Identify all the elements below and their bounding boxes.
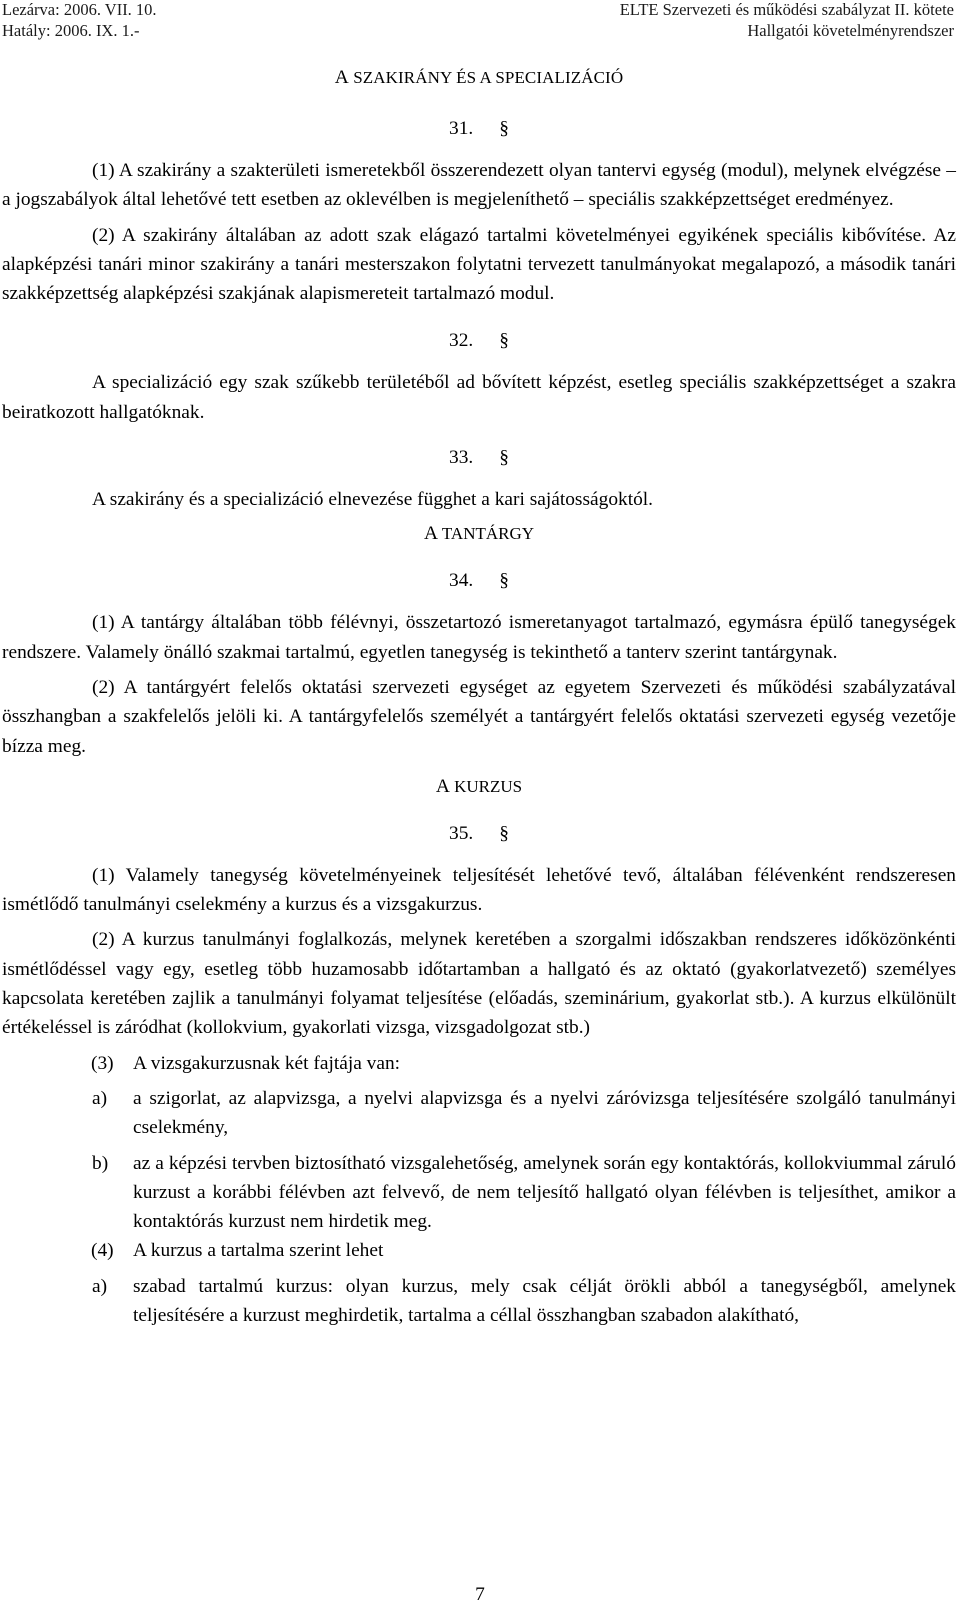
list-item-text: a szigorlat, az alapvizsga, a nyelvi alapvizsga és a nyelvi záróvizsga teljesítésére szolgáló tanulmányi cselekmény,	[133, 1087, 956, 1139]
list-item-marker: a)	[92, 1275, 108, 1297]
header-effective-date: Hatály: 2006. IX. 1.-	[2, 21, 140, 40]
section-heading-35	[2, 807, 956, 861]
paragraph-31-2: (2) A szakirány általában az adott szak elágazó tartalmi követelményei egyikének speciális kibővítése. Az alapképzési tanári minor szakirány a tanári mesterszakon folytatni tervezett tanulmányokat megalapozó, a második tanári szakképzettség alapképzési szakjának alapismereteit tartalmazó modul.	[2, 224, 956, 305]
header-left	[2, 0, 157, 42]
section-number: 33.	[449, 447, 474, 469]
section-sign: §	[499, 570, 509, 592]
page-number: 7	[475, 1584, 485, 1605]
list-item	[2, 1272, 956, 1331]
paragraph-34-1: (1) A tantárgy általában több félévnyi, összetartozó ismeretanyagot tartalmazó, egymásra épülő tanegységek rendszere. Valamely önálló szakmai tartalmú, egyetlen tanegység is tekinthető a tanterv szerint tantárgynak.	[2, 612, 956, 663]
section-heading-34	[2, 554, 956, 608]
header-closed-date: Lezárva: 2006. VII. 10.	[2, 0, 157, 19]
paragraph-text: A vizsgakurzusnak két fajtája van:	[133, 1052, 401, 1074]
header-document-title: ELTE Szervezeti és működési szabályzat II. kötete	[619, 0, 954, 19]
section-heading-32	[2, 314, 956, 368]
section-heading-33	[2, 431, 956, 485]
list-item-text: az a képzési tervben biztosítható vizsgalehetőség, amelynek során egy kontaktórás, kollokviummal záruló kurzust a korábbi félévben azt felvevő, de nem teljesítő hallgató olyan félévben is teljesíthet, amikor a kontaktórás kurzust nem hirdetik meg.	[133, 1152, 956, 1233]
list-item-marker: a)	[92, 1087, 108, 1109]
paragraph-34-2: (2) A tantárgyért felelős oktatási szervezeti egységet az egyetem Szervezeti és működési szabályzatával összhangban a szakfelelős jelöli ki. A tantárgyfelelős személyét a tantárgyért felelős oktatási szervezeti egység vezetője bízza meg.	[2, 676, 956, 757]
paragraph-33: A szakirány és a specializáció elnevezése függhet a kari sajátosságoktól.	[92, 489, 654, 511]
chapter-title: A SZAKIRÁNY ÉS A SPECIALIZÁCIÓ	[334, 67, 624, 88]
section-number: 34.	[449, 570, 474, 592]
section-sign: §	[499, 447, 509, 469]
list-item	[2, 1084, 956, 1143]
list-item-marker: b)	[92, 1152, 109, 1174]
list-item	[2, 1149, 956, 1237]
section-heading-31	[2, 102, 956, 156]
subheading-tantargy: A TANTÁRGY	[423, 523, 535, 545]
section-sign: §	[499, 822, 509, 844]
list-item-text: szabad tartalmú kurzus: olyan kurzus, mely csak célját örökli abból a tanegységből, amelynek teljesítésére a kurzust meghirdetik, tartalma a céllal összhangban szabadon alakítható,	[133, 1275, 956, 1327]
document-body	[2, 54, 956, 1330]
section-sign: §	[499, 330, 509, 352]
paragraph-35-3	[2, 1049, 956, 1078]
paragraph-35-4	[2, 1236, 956, 1265]
paragraph-marker: (4)	[91, 1240, 114, 1262]
paragraph-35-2: (2) A kurzus tanulmányi foglalkozás, melynek keretében a szorgalmi időszakban rendszeres időközönkénti ismétlődéssel vagy egy, esetleg több huzamosabb időtartamban a hallgató és az oktató (gyakorlatvezető) személyes kapcsolata keretében zajlik a tanulmányi folyamat teljesítése (előadás, szeminárium, gyakorlat stb.). A kurzus elkülönült értékeléssel is záródhat (kollokvium, gyakorlati vizsga, vizsgadolgozat stb.)	[2, 929, 956, 1039]
paragraph-31-1: (1) A szakirány a szakterületi ismeretekből összerendezett olyan tantervi egység (modul), melynek elvégzése – a jogszabályok által lehetővé tett esetben az oklevélben is megjeleníthető – speciális szakképzettséget eredményez.	[2, 160, 956, 211]
header-document-subtitle: Hallgatói követelményrendszer	[747, 21, 954, 40]
section-sign: §	[499, 118, 509, 139]
section-number: 32.	[449, 330, 474, 352]
paragraph-32: A specializáció egy szak szűkebb területéből ad bővített képzést, esetleg speciális szakképzettséget a szakra beiratkozott hallgatóknak.	[2, 372, 956, 423]
subheading-kurzus: A KURZUS	[435, 775, 523, 797]
section-number: 35.	[449, 822, 474, 844]
header-right	[620, 0, 954, 42]
paragraph-text: A kurzus a tartalma szerint lehet	[133, 1240, 384, 1262]
paragraph-35-1: (1) Valamely tanegység követelményeinek teljesítését lehetővé tevő, általában félévenként rendszeresen ismétlődő tanulmányi cselekmény a kurzus és a vizsgakurzus.	[2, 864, 956, 916]
paragraph-marker: (3)	[91, 1052, 114, 1074]
section-number: 31.	[449, 118, 474, 139]
